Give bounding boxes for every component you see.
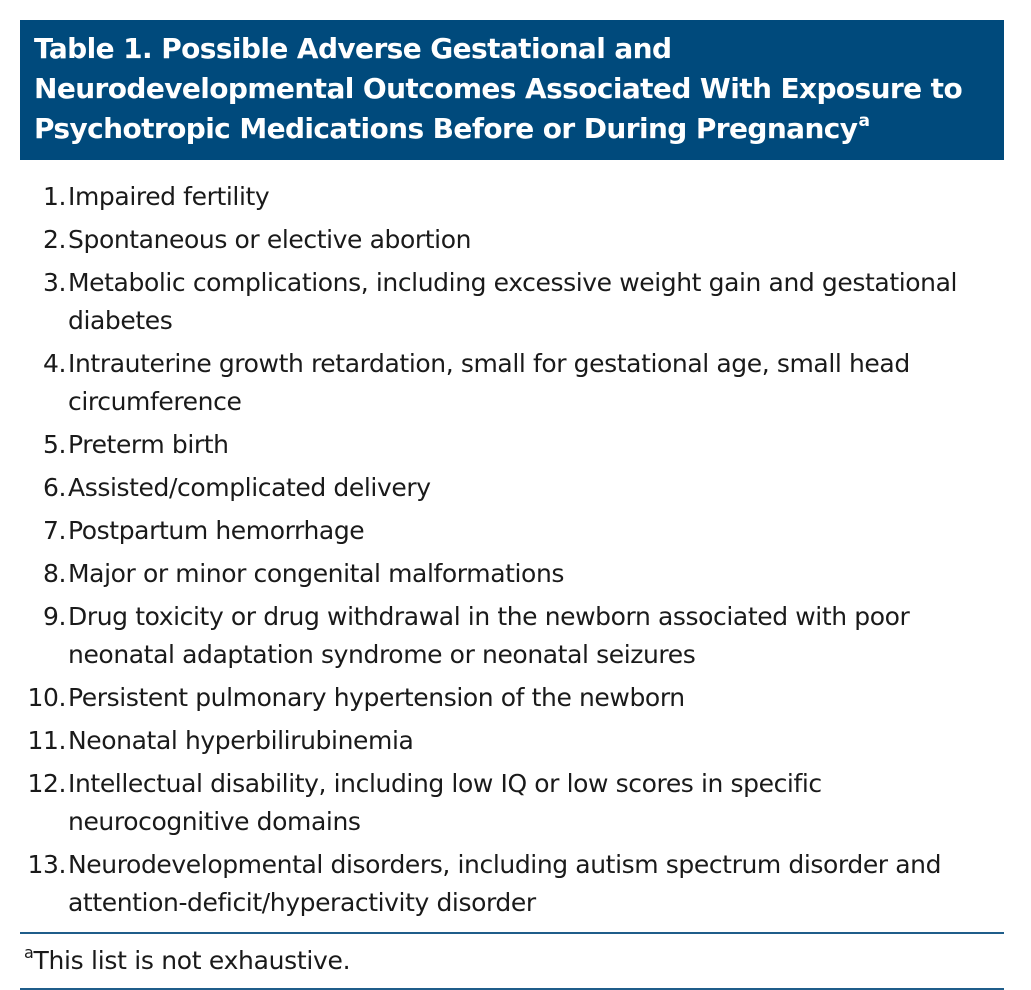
list-item — [20, 469, 1004, 507]
list-item — [20, 722, 1004, 760]
item-number: 10. — [27, 683, 66, 712]
item-number: 2. — [42, 225, 66, 254]
item-text: Drug toxicity or drug withdrawal in the newborn associated with poor neonatal adaptation syndrome or neonatal seizures — [68, 602, 910, 669]
item-number: 11. — [27, 726, 66, 755]
item-number: 4. — [42, 349, 66, 378]
item-text: Intellectual disability, including low IQ or low scores in specific neurocognitive domains — [68, 769, 822, 836]
list-item — [20, 345, 1004, 421]
item-number: 7. — [42, 516, 66, 545]
item-text: Preterm birth — [68, 430, 229, 459]
list-item — [20, 598, 1004, 674]
item-number: 1. — [42, 182, 66, 211]
item-number: 9. — [42, 602, 66, 631]
list-item — [20, 555, 1004, 593]
item-text: Intrauterine growth retardation, small for gestational age, small head circumference — [68, 349, 910, 416]
table-header — [20, 20, 1004, 160]
list-item — [20, 264, 1004, 340]
table-container — [20, 20, 1004, 990]
item-text: Major or minor congenital malformations — [68, 559, 565, 588]
list-item — [20, 846, 1004, 922]
item-text: Persistent pulmonary hypertension of the newborn — [68, 683, 685, 712]
item-number: 13. — [27, 850, 66, 879]
item-number: 6. — [42, 473, 66, 502]
item-text: Impaired fertility — [68, 182, 270, 211]
title-footnote-marker: a — [858, 111, 870, 131]
list-item — [20, 512, 1004, 550]
item-number: 12. — [27, 769, 66, 798]
list-item — [20, 426, 1004, 464]
item-text: Neurodevelopmental disorders, including autism spectrum disorder and attention-deficit/hyperactivity disorder — [68, 850, 942, 917]
footnote-text: This list is not exhaustive. — [33, 946, 351, 975]
item-text: Metabolic complications, including excessive weight gain and gestational diabetes — [68, 268, 958, 335]
item-number: 8. — [42, 559, 66, 588]
item-number: 5. — [42, 430, 66, 459]
item-text: Spontaneous or elective abortion — [68, 225, 472, 254]
item-text: Neonatal hyperbilirubinemia — [68, 726, 414, 755]
list-item — [20, 178, 1004, 216]
item-text: Assisted/complicated delivery — [68, 473, 431, 502]
list-item — [20, 679, 1004, 717]
item-number: 3. — [42, 268, 66, 297]
footnote-marker: a — [24, 943, 34, 962]
table-footnote — [20, 934, 1004, 988]
outcomes-list — [20, 178, 1004, 922]
list-item — [20, 221, 1004, 259]
table-title-text: Table 1. Possible Adverse Gestational and Neurodevelopmental Outcomes Associated With Exposure to Psychotropic Medications Before or During Pregnancy — [34, 32, 963, 145]
table-title — [34, 29, 990, 149]
item-text: Postpartum hemorrhage — [68, 516, 365, 545]
list-item — [20, 765, 1004, 841]
